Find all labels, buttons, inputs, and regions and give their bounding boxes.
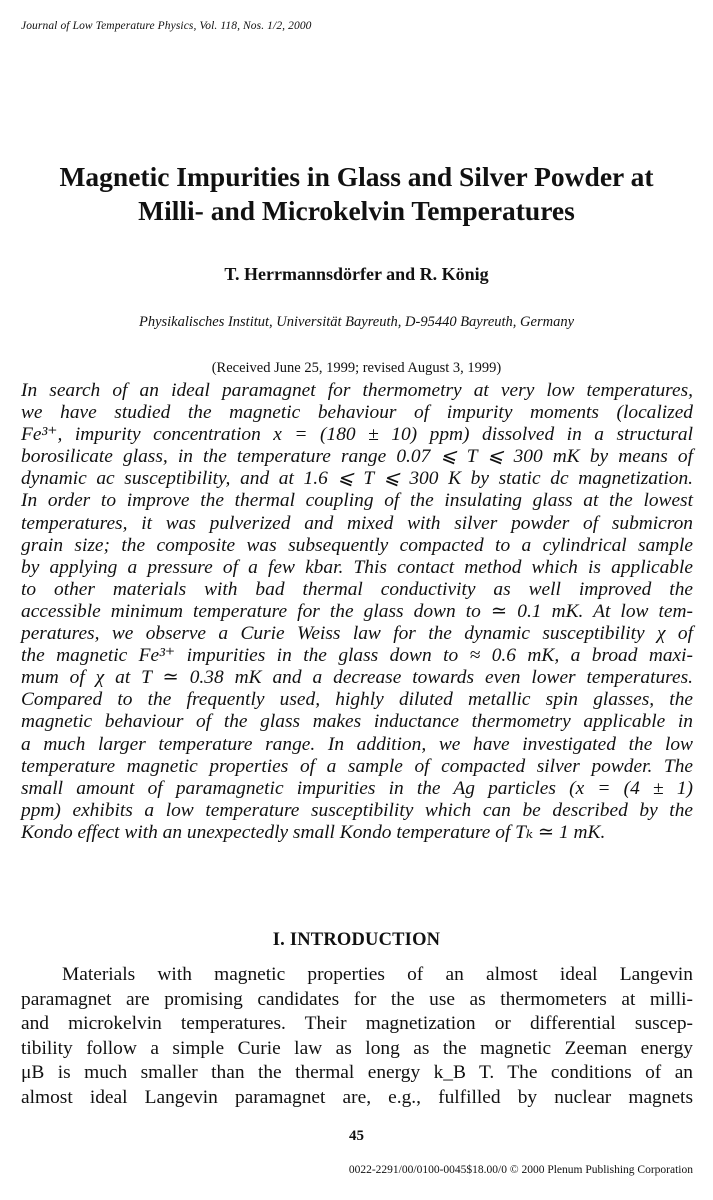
paper-title-line-1: Magnetic Impurities in Glass and Silver Powder at — [59, 161, 654, 192]
paper-title — [0, 160, 713, 228]
introduction-text — [21, 963, 693, 1110]
journal-header: Journal of Low Temperature Physics, Vol. 118, Nos. 1/2, 2000 — [21, 20, 312, 32]
abstract-line: In search of an ideal paramagnet for thermometry at very low temperatures, — [21, 380, 693, 401]
abstract-line: small amount of paramagnetic impurities in the Ag particles (x = (4 ± 1) — [21, 777, 693, 799]
abstract-line: the magnetic Fe³⁺ impurities in the glass down to ≈ 0.6 mK, a broad maxi- — [21, 645, 693, 667]
abstract-line: peratures, we observe a Curie Weiss law for the dynamic susceptibility χ of — [21, 623, 693, 645]
abstract-line: borosilicate glass, in the temperature range 0.07 ⩽ T ⩽ 300 mK by means of — [21, 446, 693, 468]
body-line: paramagnet are promising candidates for the use as thermometers at milli- — [21, 988, 693, 1010]
abstract-line: accessible minimum temperature for the glass down to ≃ 0.1 mK. At low tem- — [21, 600, 693, 622]
body-line: and microkelvin temperatures. Their magnetization or differential suscep- — [21, 1013, 693, 1034]
abstract-line: ppm) exhibits a low temperature susceptibility which can be described by the — [21, 799, 693, 821]
abstract-line: to other materials with bad thermal conductivity as well improved the — [21, 578, 693, 600]
abstract-line: magnetic behaviour of the glass makes inductance thermometry applicable in — [21, 711, 693, 733]
body-line: tibility follow a simple Curie law as long as the magnetic Zeeman energy — [21, 1037, 693, 1059]
abstract-line: temperatures, it was pulverized and mixed with silver powder of submicron — [21, 512, 693, 534]
paper-title-line-2: Milli- and Microkelvin Temperatures — [138, 195, 575, 226]
abstract-line: mum of χ at T ≃ 0.38 mK and a decrease towards even lower temperatures. — [21, 667, 693, 689]
body-line: μB is much smaller than the thermal energy k_B T. The conditions of an — [21, 1062, 693, 1083]
abstract-line: Kondo effect with an unexpectedly small Kondo temperature of Tₖ ≃ 1 mK. — [21, 821, 606, 843]
abstract-line: by applying a pressure of a few kbar. This contact method which is applicable — [21, 556, 693, 578]
abstract-line: grain size; the composite was subsequently compacted to a cylindrical sample — [21, 534, 693, 556]
abstract-line: In order to improve the thermal coupling of the insulating glass at the lowest — [21, 490, 693, 512]
abstract — [21, 380, 693, 844]
abstract-line: dynamic ac susceptibility, and at 1.6 ⩽ T ⩽ 300 K by static dc magnetization. — [21, 468, 693, 490]
body-line: Materials with magnetic properties of an almost ideal Langevin — [62, 964, 693, 985]
abstract-line: we have studied the magnetic behaviour of impurity moments (localized — [21, 402, 693, 424]
received-dates: (Received June 25, 1999; revised August 3, 1999) — [211, 360, 502, 376]
authors: T. Herrmannsdörfer and R. König — [224, 264, 489, 284]
abstract-line: Fe³⁺, impurity concentration x = (180 ± 10) ppm) dissolved in a structural — [21, 424, 693, 446]
abstract-line: a much larger temperature range. In addition, we have investigated the low — [21, 733, 693, 755]
section-heading: I. INTRODUCTION — [272, 930, 441, 950]
copyright-footer: 0022-2291/00/0100-0045$18.00/0 © 2000 Plenum Publishing Corporation — [348, 1164, 693, 1176]
abstract-line: temperature magnetic properties of a sample of compacted silver powder. The — [21, 755, 693, 777]
abstract-line: Compared to the frequently used, highly diluted metallic spin glasses, the — [21, 689, 693, 711]
affiliation: Physikalisches Institut, Universität Bayreuth, D-95440 Bayreuth, Germany — [138, 314, 575, 330]
page-number: 45 — [349, 1128, 364, 1144]
body-line: almost ideal Langevin paramagnet are, e.g., fulfilled by nuclear magnets — [21, 1086, 693, 1108]
